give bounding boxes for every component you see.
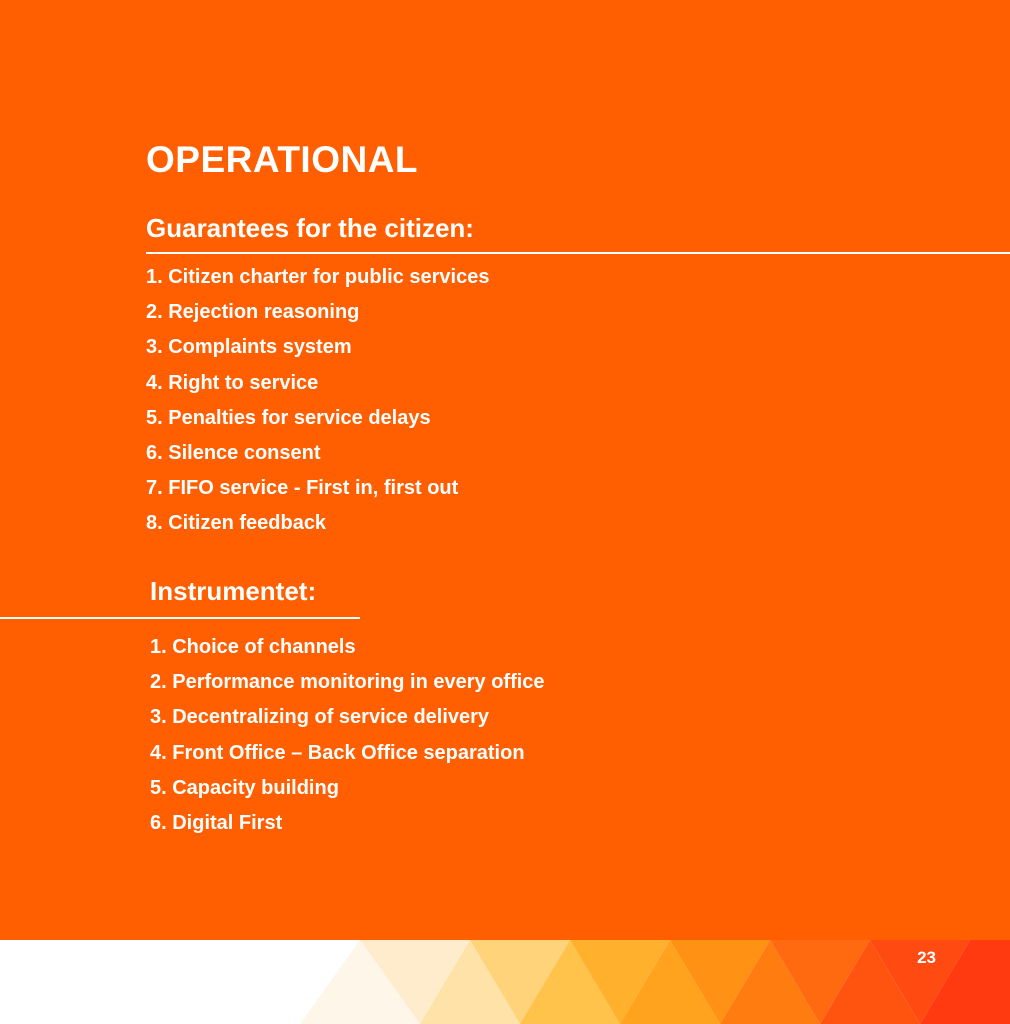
list-item: 7. FIFO service - First in, first out [146,477,459,500]
list-item: 5. Penalties for service delays [146,406,431,429]
list-item: 3. Complaints system [146,336,352,359]
instruments-heading: Instrumentet: [150,576,317,606]
instruments-divider [0,617,360,619]
list-item: 8. Citizen feedback [146,512,327,535]
list-item: 6. Silence consent [146,442,321,465]
list-item: 1. Citizen charter for public services [146,266,490,288]
guarantees-divider [146,252,1010,254]
list-item: 5. Capacity building [150,776,339,799]
footer-triangle-pattern [0,940,1010,1024]
page-title: OPERATIONAL [146,139,419,180]
page-number: 23 [917,948,936,967]
list-item: 3. Decentralizing of service delivery [150,706,490,729]
instruments-list [150,630,545,841]
guarantees-heading: Guarantees for the citizen: [146,213,474,243]
list-item: 1. Choice of channels [150,636,356,658]
list-item: 4. Front Office – Back Office separation [150,741,525,764]
list-item: 6. Digital First [150,812,283,835]
list-item: 2. Performance monitoring in every office [150,671,545,694]
triangle-pattern-graphic [0,940,1010,1024]
guarantees-list [146,260,489,542]
list-item: 2. Rejection reasoning [146,301,360,324]
list-item: 4. Right to service [146,371,319,394]
